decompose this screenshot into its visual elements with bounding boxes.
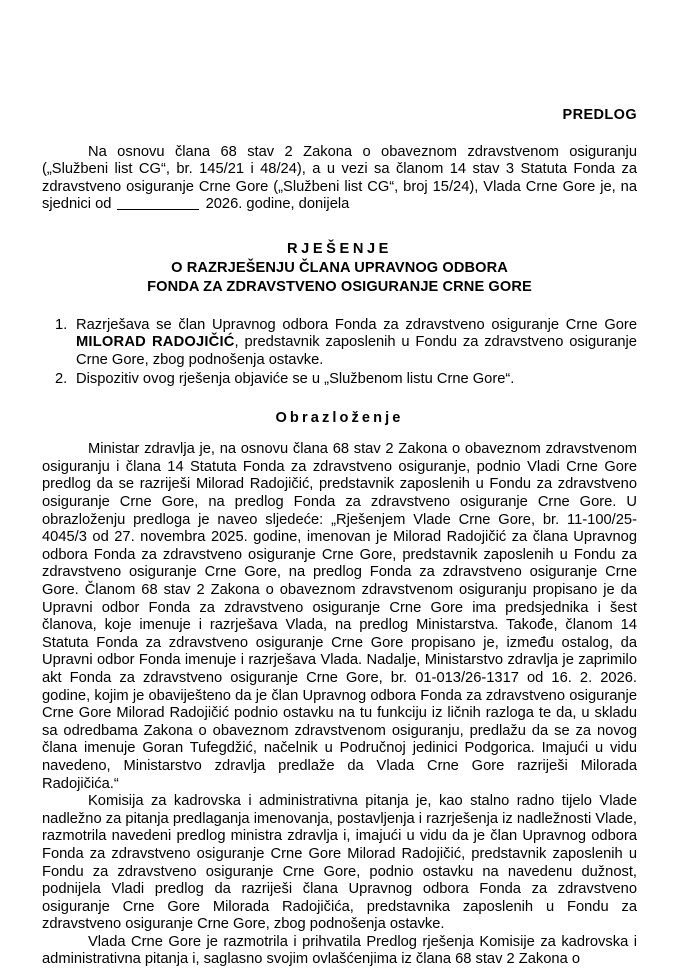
- disposition-item-1: [42, 317, 637, 370]
- disposition-item-2: [42, 371, 637, 389]
- explanation-paragraph-2: Komisija za kadrovska i administrativna pitanja je, kao stalno radno tijelo Vlade nadležno za pitanja predlaganja imenovanja, postavljenja i razrješenja iz nadležnosti Vlade, razmotrila navedeni predlog ministra zdravlja i, imajući u vidu da je član Upravnog odbora Fonda za zdravstveno osiguranje Crne Gore Milorad Radojičić, predstavnik zaposlenih u Fondu za zdravstveno osiguranje Crne Gore, podnio ostavku na navedenu dužnost, podnijela Vladi predlog da razriješi člana Upravnog odbora Fonda za zdravstveno osiguranje Crne Gore Milorada Radojičića, predstavnika zaposlenih u Fondu za zdravstveno osiguranje Crne Gore, zbog podnošenja ostavke.: [42, 793, 637, 933]
- preamble-text-before-blank: Na osnovu člana 68 stav 2 Zakona o obaveznom zdravstvenom osiguranju („Službeni list CG“, br. 145/21 i 48/24), a u vezi sa članom 14 stav 3 Statuta Fonda za zdravstveno osiguranje Crne Gore („Službeni list CG“, broj 15/24), Vlada Crne Gore je, na sjednici od: [42, 143, 637, 213]
- dismissed-member-name: MILORAD RADOJIČIĆ: [76, 334, 235, 351]
- preamble-paragraph: [42, 144, 637, 214]
- preamble-text-after-blank: 2026. godine, donijela: [201, 196, 350, 213]
- explanation-paragraph-1: Ministar zdravlja je, na osnovu člana 68 stav 2 Zakona o obaveznom zdravstvenom osiguranju i člana 14 Statuta Fonda za zdravstveno osiguranje, podnio Vladi Crne Gore predlog da se razriješi Milorad Radojičić, predstavnik zaposlenih u Fondu za zdravstveno osiguranje Crne Gore, na predlog Fonda za zdravstveno osiguranje Crne Gore. U obrazloženju predloga je naveo sljedeće: „Rješenjem Vlade Crne Gore, br. 11-100/25-4045/3 od 27. novembra 2025. godine, imenovan je Milorad Radojičić za člana Upravnog odbora Fonda za zdravstveno osiguranje Crne Gore, predstavnik zaposlenih u Fondu za zdravstveno osiguranje Crne Gore, na predlog Fonda za zdravstveno osiguranje Crne Gore. Članom 68 stav 2 Zakona o obaveznom zdravstvenom osiguranju propisano je da Upravni odbor Fonda za zdravstveno osiguranje Crne Gore ima predsjednika i šest članova, koje imenuje i razrješava Vlada, na predlog Ministarstva. Takođe, članom 14 Statuta Fonda za zdravstveno osiguranje Crne Gore propisano je, između ostalog, da Upravni odbor Fonda imenuje i razrješava Vlada. Nadalje, Ministarstvo zdravlja je zaprimilo akt Fonda za zdravstveno osiguranje Crne Gore, br. 01-013/26-1317 od 16. 2. 2026. godine, kojim je obaviješteno da je član Upravnog odbora Fonda za zdravstveno osiguranje Crne Gore Milorad Radojičić podnio ostavku na tu funkciju iz ličnih razloga te da, u skladu sa odredbama Zakona o obaveznom zdravstvenom osiguranju, predlažu da se za novog člana imenuje Goran Tufegdžić, načelnik u Područnoj jedinici Podgorica. Imajući u vidu navedeno, Ministarstvo zdravlja predlaže da Vlada Crne Gore razriješi Milorada Radojičića.“: [42, 441, 637, 792]
- document-label: PREDLOG: [562, 107, 637, 123]
- preamble-block: [42, 144, 637, 214]
- decision-title-block: [42, 239, 637, 298]
- decision-title-line-2: O RAZRJEŠENJU ČLANA UPRAVNOG ODBORA: [171, 259, 508, 276]
- decision-title-line-3: FONDA ZA ZDRAVSTVENO OSIGURANJE CRNE GORE: [147, 279, 532, 296]
- disposition-item-2-text: Dispozitiv ovog rješenja objaviće se u „Službenom listu Crne Gore“.: [76, 370, 515, 387]
- explanation-heading: Obrazloženje: [275, 410, 404, 427]
- decision-title-line-1: RJEŠENJE: [286, 240, 393, 257]
- session-date-blank-field[interactable]: [117, 209, 199, 210]
- explanation-block: [42, 441, 637, 969]
- disposition-item-1-text-before-name: Razrješava se član Upravnog odbora Fonda za zdravstveno osiguranje Crne Gore: [76, 316, 637, 333]
- disposition-item-1-text-after-name: , predstavnik zaposlenih u Fondu za zdravstveno osiguranje Crne Gore, zbog podnošenja ostavke.: [76, 334, 637, 369]
- disposition-list: [42, 317, 637, 388]
- explanation-paragraph-3: Vlada Crne Gore je razmotrila i prihvatila Predlog rješenja Komisije za kadrovska i administrativna pitanja i, saglasno svojim ovlašćenjima iz člana 68 stav 2 Zakona o: [42, 933, 637, 968]
